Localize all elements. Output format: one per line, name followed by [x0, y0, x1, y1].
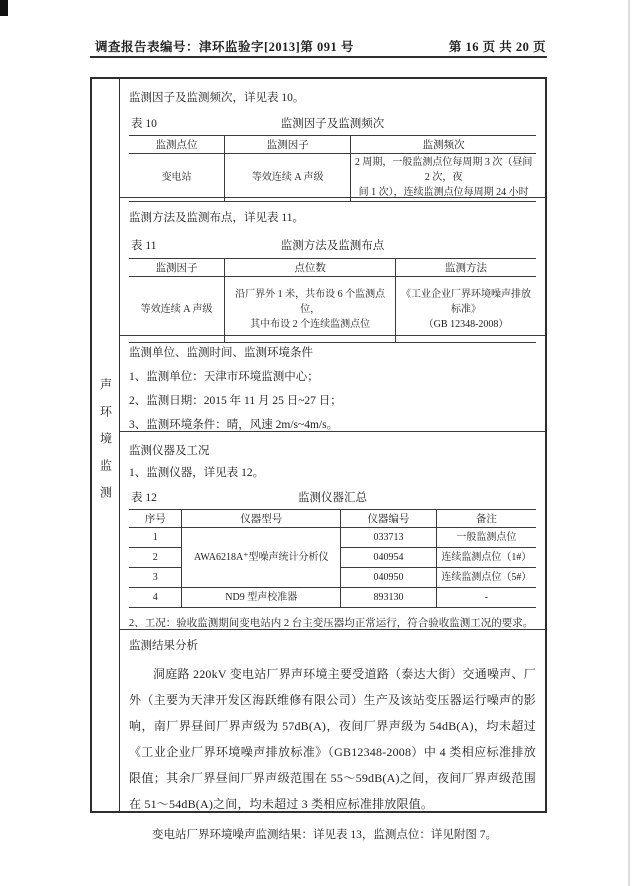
table10-title: 监测因子及监测频次 — [280, 118, 385, 130]
condition-item-weather: 3、监测环境条件：晴，风速 2m/s~4m/s。 — [129, 419, 339, 431]
table10-label: 表 10 — [131, 118, 157, 130]
table10-col-point: 监测点位 — [129, 136, 225, 154]
table11-col-points: 点位数 — [225, 259, 396, 277]
table10-cell-factor: 等效连续 A 声级 — [225, 154, 351, 202]
instrument-serial: 040954 — [341, 548, 437, 568]
instrument-model-merged: AWA6218A⁺型噪声统计分析仪 — [182, 528, 341, 588]
section2-intro: 监测方法及监测布点，详见表 11。 — [129, 212, 304, 224]
table12-label: 表 12 — [131, 492, 157, 504]
section-monitor-method — [120, 198, 545, 336]
scan-artifact-mark — [0, 0, 8, 16]
freq-line1: 2 周期，一般监测点位每周期 3 次（昼间 2 次，夜 — [354, 157, 533, 183]
table10-col-factor: 监测因子 — [225, 136, 351, 154]
table11-col-method: 监测方法 — [396, 259, 536, 277]
table10-cell-point: 变电站 — [161, 172, 192, 183]
category-vertical-label: 声环境监测 — [98, 377, 113, 513]
analysis-paragraph: 洞庭路 220kV 变电站厂界声环境主要受道路（泰达大街）交通噪声、厂外（主要为天津开发区海跃维修有限公司）生产及该站变压器运行噪声的影响，南厂界昼间厂界声级为 57dB(A)，夜间厂界声级为 54dB(A)，均未超过《工业企业厂界环境噪声排放标准》（GB12348-2008）中 4 类相应标准排放限值；其余厂界昼间厂界声级范围在 55～59dB(A)之间，夜间厂界声级范围在 51～54dB(A)之间，均未超过 3 类相应标准排放限值。 — [129, 667, 536, 811]
section4-heading: 监测仪器及工况 — [129, 445, 210, 457]
instrument-serial: 040950 — [341, 568, 437, 588]
table11-cell-factor: 等效连续 A 声级 — [140, 304, 213, 315]
points-line2: 其中布设 2 个连续监测点位 — [250, 319, 371, 330]
table12-title: 监测仪器汇总 — [298, 492, 367, 504]
table11-cell-method — [396, 277, 536, 343]
table-row — [129, 277, 536, 343]
table11-title: 监测方法及监测布点 — [280, 240, 385, 252]
table-row — [129, 154, 536, 202]
instrument-serial: 033713 — [341, 528, 437, 548]
table12 — [129, 509, 536, 608]
table12-col-no: 序号 — [129, 510, 182, 528]
page-header — [95, 37, 546, 55]
scan-edge-line — [628, 0, 630, 886]
working-condition-note: 2、工况：验收监测期间变电站内 2 台主变压器均正常运行，符合验收监测工况的要求。 — [129, 618, 534, 629]
freq-line2: 间 1 次），连续监测点位每周期 24 小时 — [358, 187, 529, 198]
section-monitor-conditions — [120, 336, 545, 432]
table-row — [129, 588, 536, 608]
result-reference-line: 变电站厂界环境噪声监测结果：详见表 13，监测点位：详见附图 7。 — [152, 829, 497, 841]
instrument-note: 连续监测点位（5#） — [436, 568, 536, 588]
table10-caption — [129, 115, 536, 133]
page-number: 第 16 页 共 20 页 — [448, 40, 546, 54]
instrument-model: ND9 型声校准器 — [182, 588, 341, 608]
section-monitor-factor — [120, 79, 545, 198]
table11-col-factor: 监测因子 — [129, 259, 225, 277]
instrument-note: 连续监测点位（1#） — [436, 548, 536, 568]
table12-col-note: 备注 — [436, 510, 536, 528]
table10 — [129, 135, 536, 202]
table11-label: 表 11 — [131, 240, 157, 252]
table10-cell-freq — [351, 154, 536, 202]
instrument-note: 一般监测点位 — [436, 528, 536, 548]
instrument-no: 3 — [129, 568, 182, 588]
instrument-serial: 893130 — [341, 588, 437, 608]
table11-caption — [129, 237, 536, 255]
table11-cell-points — [225, 277, 396, 343]
table12-col-model: 仪器型号 — [182, 510, 341, 528]
section-instruments — [120, 432, 545, 630]
table-row — [129, 528, 536, 548]
section4-intro: 1、监测仪器，详见表 12。 — [129, 467, 265, 479]
instrument-no: 1 — [152, 532, 158, 543]
row-category-cell — [92, 79, 120, 811]
condition-item-unit: 1、监测单位：天津市环境监测中心； — [129, 371, 319, 383]
points-line1: 沿厂界外 1 米，共布设 6 个监测点位， — [235, 289, 386, 315]
report-number: 调查报告表编号：津环监验字[2013]第 091 号 — [95, 40, 354, 54]
report-content — [120, 79, 545, 841]
section1-intro: 监测因子及监测频次，详见表 10。 — [129, 92, 305, 104]
table12-col-serial: 仪器编号 — [341, 510, 437, 528]
section5-heading: 监测结果分析 — [129, 640, 198, 652]
section-result-analysis — [120, 630, 545, 843]
method-line2: （GB 12348-2008） — [423, 319, 509, 330]
table11 — [129, 258, 536, 343]
instrument-note: - — [436, 588, 536, 608]
table10-col-freq: 监测频次 — [351, 136, 536, 154]
section3-heading: 监测单位、监测时间、监测环境条件 — [129, 347, 313, 359]
condition-item-date: 2、监测日期：2015 年 11 月 25 日~27 日； — [129, 395, 342, 407]
instrument-no: 4 — [129, 588, 182, 608]
table12-caption — [129, 489, 536, 507]
header-rule — [90, 56, 547, 58]
report-form-table — [90, 77, 547, 841]
instrument-no: 2 — [129, 548, 182, 568]
method-line1: 《工业企业厂界环境噪声排放标准》 — [401, 289, 532, 315]
